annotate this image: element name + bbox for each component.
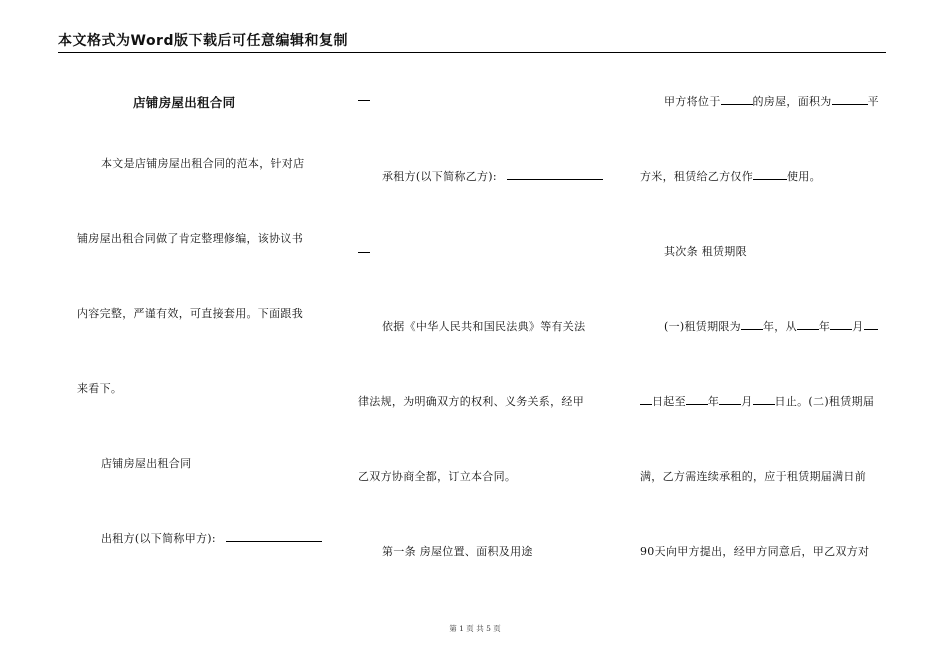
col3-line-6: 满，乙方需连续承租的，应于租赁期届满日前 [640, 470, 866, 483]
col2-line-5: 第一条 房屋位置、面积及用途 [382, 545, 533, 558]
blank-usage [753, 169, 787, 180]
col3-line-7: 90天向甲方提出，经甲方同意后，甲乙双方对 [640, 545, 870, 558]
col1-line-4: 来看下。 [77, 382, 123, 395]
blank-end-day [753, 394, 775, 405]
col1-line-3: 内容完整，严谨有效，可直接套用。下面跟我 [77, 307, 303, 320]
col3-text: 的房屋，面积为 [752, 95, 832, 108]
col2-line-3: 律法规，为明确双方的权利、义务关系，经甲 [358, 395, 584, 408]
col1-line-1: 本文是店铺房屋出租合同的范本，针对店 [101, 157, 305, 170]
header-rule [58, 52, 886, 53]
col3-text: (一)租赁期限为 [664, 320, 741, 333]
col1-line-5: 店铺房屋出租合同 [101, 457, 192, 470]
col2-line-4: 乙双方协商全都，订立本合同。 [358, 470, 517, 483]
col3-text: 年 [707, 395, 720, 408]
col3-line-2 [640, 168, 821, 184]
col3-text: 年，从 [762, 320, 797, 333]
col1-line-2: 铺房屋出租合同做了肯定整理修编，该协议书 [77, 232, 303, 245]
page-footer: 第 1 页 共 5 页 [449, 624, 501, 633]
col3-text: 甲方将位于 [664, 95, 721, 108]
col3-text: 日起至 [652, 395, 686, 408]
lessee-line [382, 168, 603, 184]
document-header: 本文格式为Word版下载后可任意编辑和复制 [58, 33, 348, 49]
document-title: 店铺房屋出租合同 [133, 95, 236, 110]
col3-text: 月 [741, 395, 753, 408]
blank-location [721, 94, 753, 105]
col3-text: 使用。 [787, 170, 821, 183]
col2-dash-2 [358, 252, 370, 253]
blank-start-day [864, 319, 878, 330]
blank-years [741, 319, 763, 330]
col3-text: 月 [852, 320, 864, 333]
blank-end-month [719, 394, 741, 405]
col3-line-4 [664, 318, 878, 334]
col3-line-5 [640, 393, 874, 409]
col3-text: 平 [867, 95, 879, 108]
lessee-blank [507, 169, 603, 180]
col2-dash-1 [358, 100, 370, 101]
blank-start-month [830, 319, 852, 330]
lessee-label: 承租方(以下简称乙方): [382, 170, 497, 183]
col3-line-1 [664, 93, 879, 109]
lessor-line [101, 530, 322, 546]
lessor-blank [226, 531, 322, 542]
col3-text: 方米，租赁给乙方仅作 [640, 170, 753, 183]
col3-line-3: 其次条 租赁期限 [664, 245, 747, 258]
col2-line-2: 依据《中华人民共和国民法典》等有关法 [382, 320, 586, 333]
blank-start-year [797, 319, 819, 330]
blank-end-year [686, 394, 708, 405]
lessor-label: 出租方(以下简称甲方): [101, 532, 216, 545]
blank-area [832, 94, 868, 105]
col3-text: 年 [818, 320, 831, 333]
col3-text: 日止。(二)租赁期届 [774, 395, 875, 408]
blank-start-day-cont [640, 394, 652, 405]
